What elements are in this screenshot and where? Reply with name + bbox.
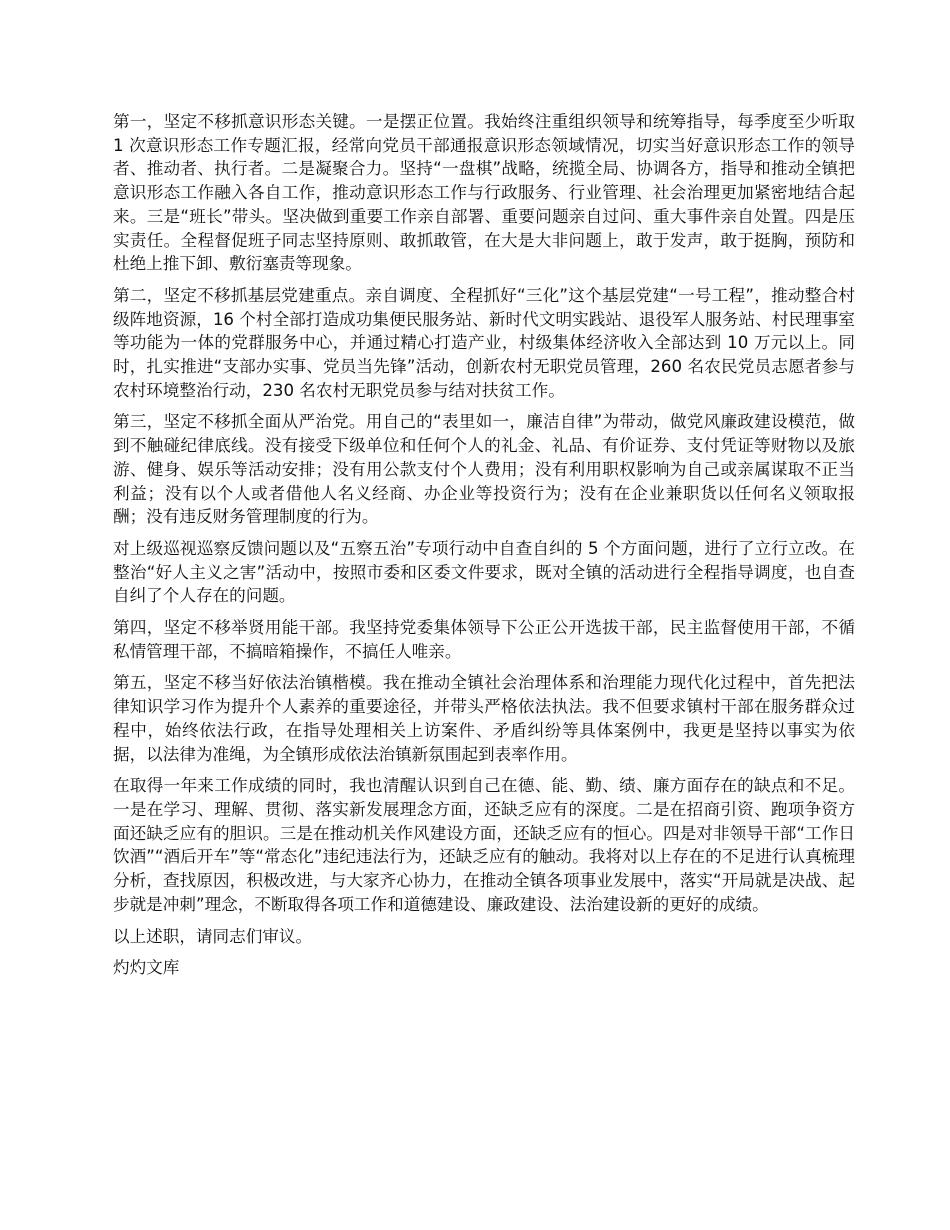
document-body — [113, 110, 855, 988]
paragraph-cadre-selection: 第四，坚定不移举贤用能干部。我坚持党委集体领导下公正公开选拔干部，民主监督使用干部，不循私情管理干部，不搞暗箱操作，不搞任人唯亲。 — [113, 618, 855, 661]
paragraph-shortcomings: 在取得一年来工作成绩的同时，我也清醒认识到自己在德、能、勤、绩、廉方面存在的缺点和不足。一是在学习、理解、贯彻、落实新发展理念方面，还缺乏应有的深度。二是在招商引资、跑项争资方面还缺乏应有的胆识。三是在推动机关作风建设方面，还缺乏应有的恒心。四是对非领导干部“工作日饮酒”“酒后开车”等“常态化”违纪违法行为，还缺乏应有的触动。我将对以上存在的不足进行认真梳理分析，查找原因，积极改进，与大家齐心协力，在推动全镇各项事业发展中，落实“开局就是决战、起步就是冲刺”理念，不断取得各项工作和道德建设、廉政建设、法治建设新的更好的成绩。 — [113, 776, 855, 914]
paragraph-rule-of-law: 第五，坚定不移当好依法治镇楷模。我在推动全镇社会治理体系和治理能力现代化过程中，首先把法律知识学习作为提升个人素养的重要途径，并带头严格依法执法。我不但要求镇村干部在服务群众过程中，始终依法行政，在指导处理相关上访案件、矛盾纠纷等具体案例中，我更是坚持以事实为依据，以法律为准绳，为全镇形成依法治镇新氛围起到表率作用。 — [113, 673, 855, 764]
paragraph-ideology: 第一，坚定不移抓意识形态关键。一是摆正位置。我始终注重组织领导和统筹指导，每季度至少听取 1 次意识形态工作专题汇报，经常向党员干部通报意识形态领域情况，切实当好意识形态工作的领导者、推动者、执行者。二是凝聚合力。坚持“一盘棋”战略，统揽全局、协调各方，指导和推动全镇把意识形态工作融入各自工作，推动意识形态工作与行政服务、行业管理、社会治理更加紧密地结合起来。三是“班长”带头。坚决做到重要工作亲自部署、重要问题亲自过问、重大事件亲自处置。四是压实责任。全程督促班子同志坚持原则、敢抓敢管，在大是大非问题上，敢于发声，敢于挺胸，预防和杜绝上推下卸、敷衍塞责等现象。 — [113, 112, 855, 274]
paragraph-party-building: 第二，坚定不移抓基层党建重点。亲自调度、全程抓好“三化”这个基层党建“一号工程”，推动整合村级阵地资源，16 个村全部打造成功集便民服务站、新时代文明实践站、退役军人服务站、村民理事室等功能为一体的党群服务中心，并通过精心打造产业，村级集体经济收入全部达到 10 万元以上。同时，扎实推进“支部办实事、党员当先锋”活动，创新农村无职党员管理，260 名农民党员志愿者参与农村环境整治行动，230 名农村无职党员参与结对扶贫工作。 — [113, 285, 855, 400]
paragraph-strict-governance: 第三，坚定不移抓全面从严治党。用自己的“表里如一，廉洁自律”为带动，做党风廉政建设模范，做到不触碰纪律底线。没有接受下级单位和任何个人的礼金、礼品、有价证券、支付凭证等财物以及旅游、健身、娱乐等活动安排；没有用公款支付个人费用；没有利用职权影响为自己或亲属谋取不正当利益；没有以个人或者借他人名义经商、办企业等投资行为；没有在企业兼职货以任何名义领取报酬；没有违反财务管理制度的行为。 — [113, 412, 855, 527]
paragraph-closing: 以上述职，请同志们审议。 — [113, 926, 313, 946]
paragraph-rectification: 对上级巡视巡察反馈问题以及“五察五治”专项行动中自查自纠的 5 个方面问题，进行了立行立改。在整治“好人主义之害”活动中，按照市委和区委文件要求，既对全镇的活动进行全程指导调度，也自查自纠了个人存在的问题。 — [113, 538, 855, 606]
paragraph-source: 灼灼文库 — [113, 958, 180, 978]
